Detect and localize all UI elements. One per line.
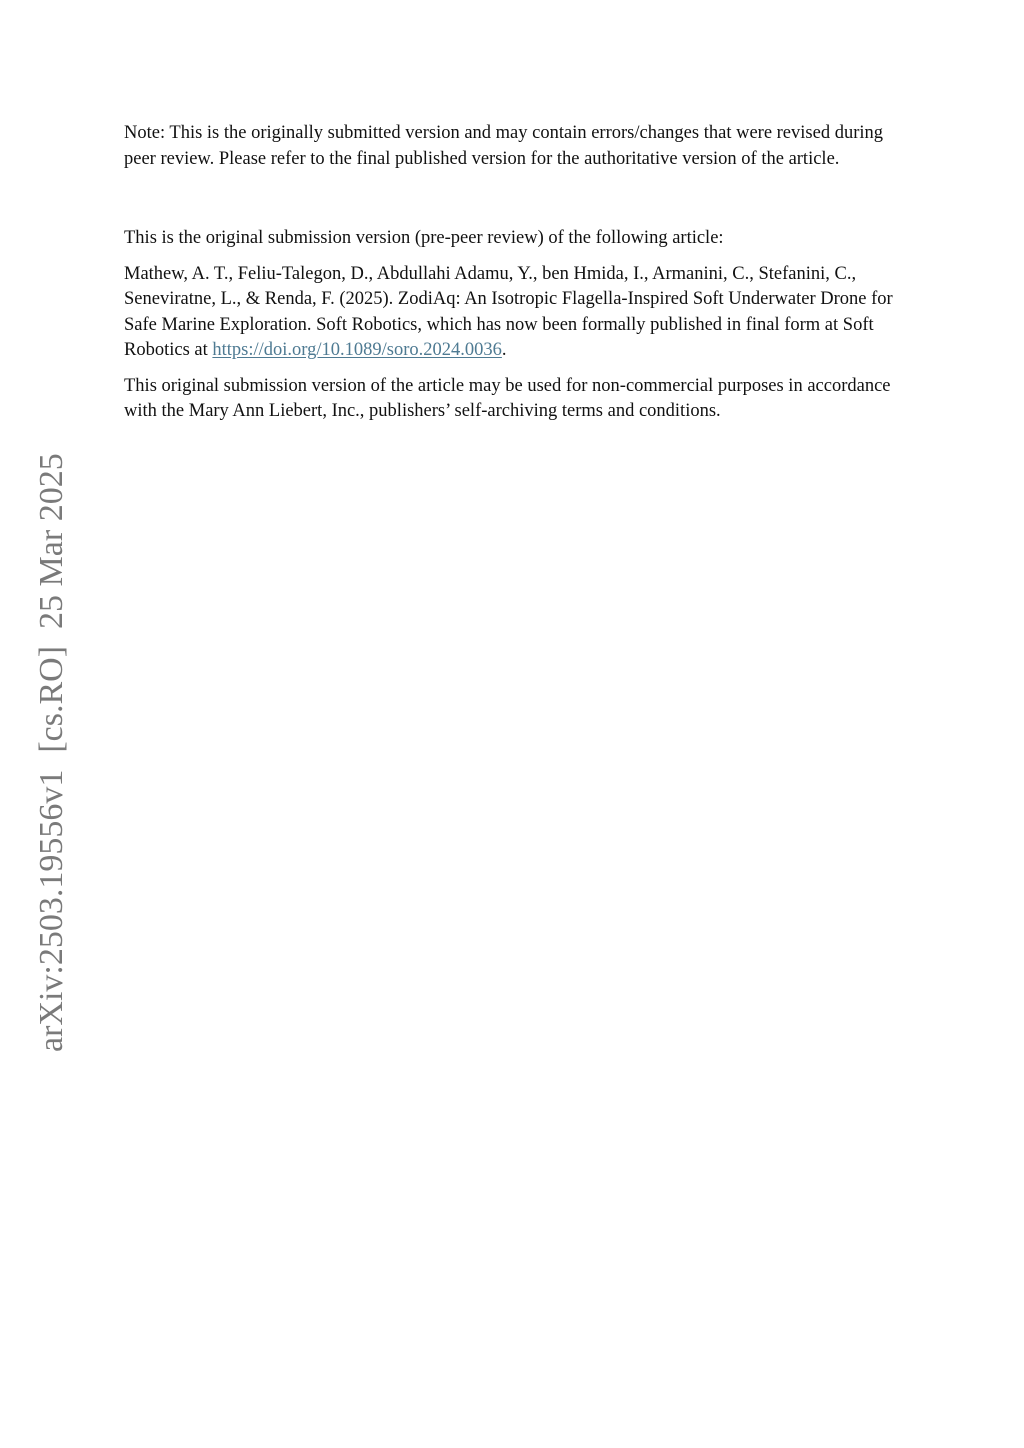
submission-intro: This is the original submission version (pre-peer review) of the following article: <box>124 228 724 248</box>
citation-text: Mathew, A. T., Feliu-Talegon, D., Abdullahi Adamu, Y., ben Hmida, I., Armanini, C., Stefanini, C., Seneviratne, L., & Renda, F. (2025). ZodiAq: An Isotropic Flagella-Inspired Soft Underwater Drone for Safe Marine Exploration. Soft Robotics, which has now been formally published in final form at Soft Robotics at <box>124 263 893 360</box>
article-citation <box>124 262 914 364</box>
arxiv-id-stamp: arXiv:2503.19556v1 [cs.RO] 25 Mar 2025 <box>33 453 70 1052</box>
usage-terms: This original submission version of the article may be used for non-commercial purposes in accordance with the Mary Ann Liebert, Inc., publishers’ self-archiving terms and conditions. <box>124 375 891 421</box>
front-matter-text <box>124 121 914 425</box>
submission-note: Note: This is the originally submitted version and may contain errors/changes that were revised during peer review. Please refer to the final published version for the authoritative version of the article. <box>124 123 883 169</box>
citation-period: . <box>501 340 507 360</box>
doi-link[interactable]: https://doi.org/10.1089/soro.2024.0036 <box>212 340 502 360</box>
